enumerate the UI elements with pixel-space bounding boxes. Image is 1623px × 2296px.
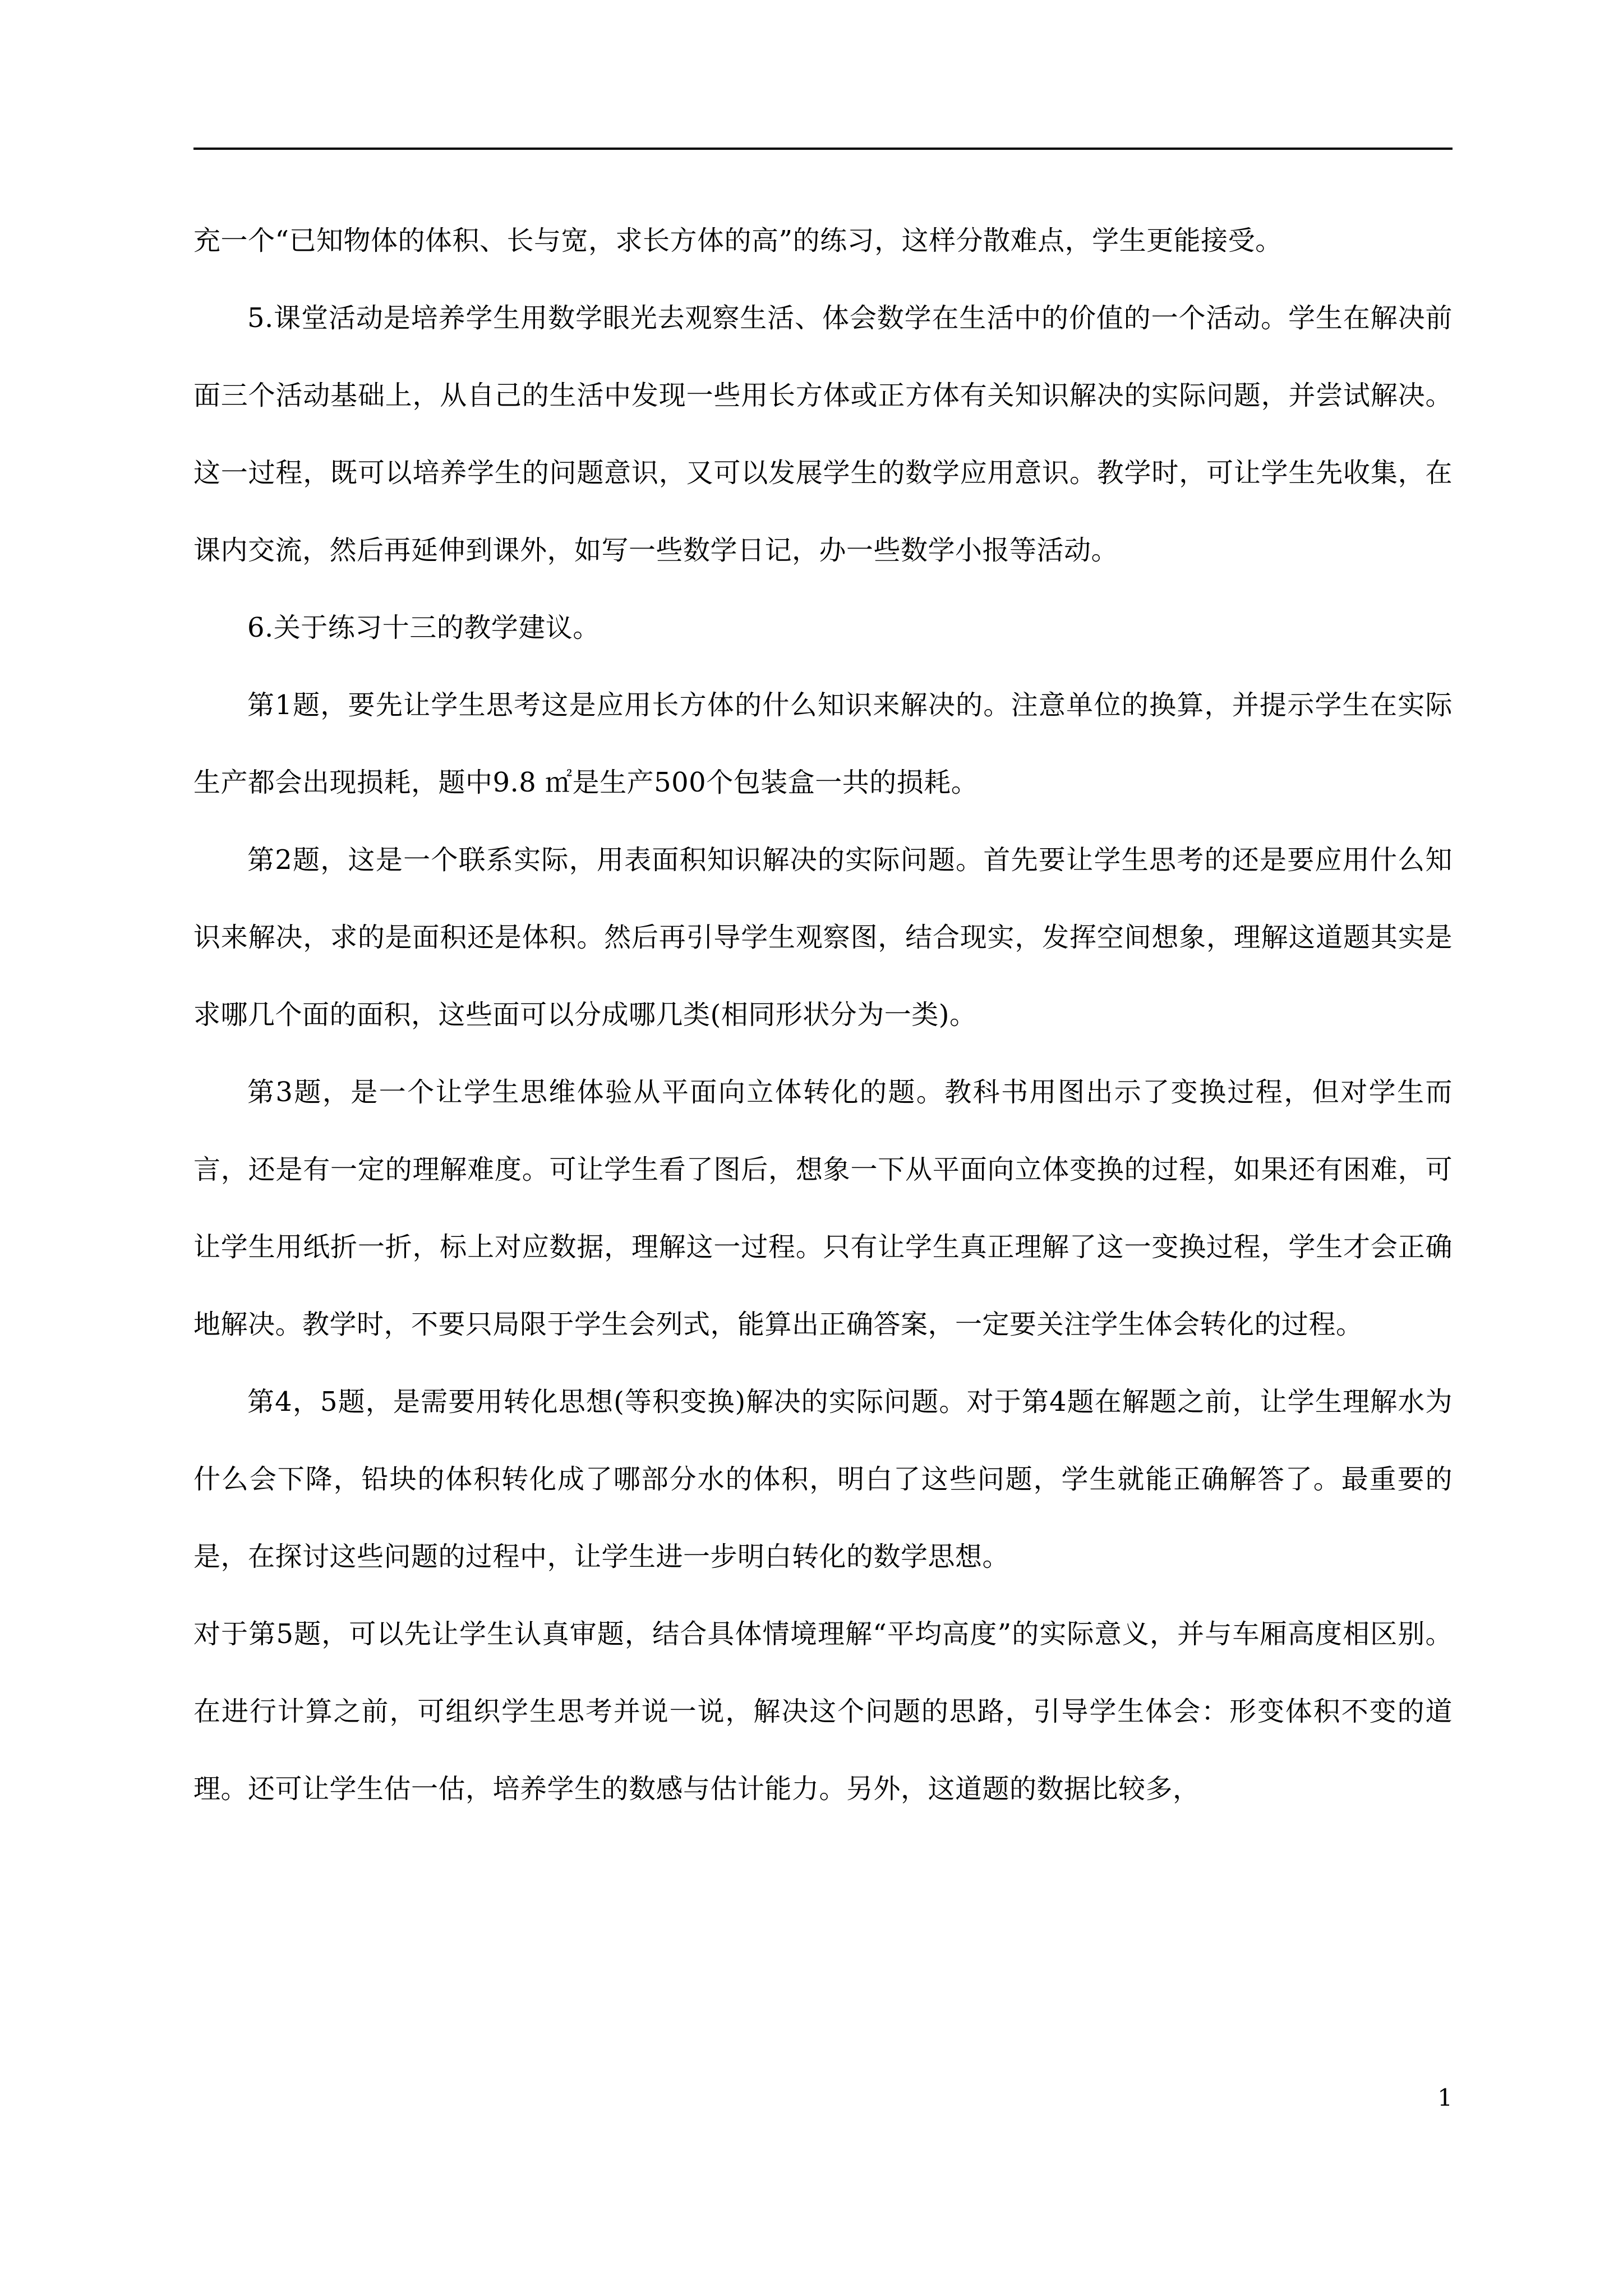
paragraph-item-5: 5.课堂活动是培养学生用数学眼光去观察生活、体会数学在生活中的价值的一个活动。学生在解决前面三个活动基础上，从自己的生活中发现一些用长方体或正方体有关知识解决的实际问题，并尝试解决。这一过程，既可以培养学生的问题意识，又可以发展学生的数学应用意识。教学时，可让学生先收集，在课内交流，然后再延伸到课外，如写一些数学日记，办一些数学小报等活动。 bbox=[193, 302, 1453, 566]
paragraph-item-6: 6.关于练习十三的教学建议。 bbox=[247, 612, 600, 643]
page-number: 1 bbox=[1437, 2084, 1453, 2111]
header-rule bbox=[193, 148, 1453, 150]
paragraph-continuation: 充一个“已知物体的体积、长与宽，求长方体的高”的练习，这样分散难点，学生更能接受。 bbox=[193, 225, 1283, 256]
paragraph-exercise-3: 第3题，是一个让学生思维体验从平面向立体转化的题。教科书用图出示了变换过程，但对学生而言，还是有一定的理解难度。可让学生看了图后，想象一下从平面向立体变换的过程，如果还有困难，可让学生用纸折一折，标上对应数据，理解这一过程。只有让学生真正理解了这一变换过程，学生才会正确地解决。教学时，不要只局限于学生会列式，能算出正确答案，一定要关注学生体会转化的过程。 bbox=[193, 1076, 1453, 1340]
paragraph-exercise-2: 第2题，这是一个联系实际，用表面积知识解决的实际问题。首先要让学生思考的还是要应用什么知识来解决，求的是面积还是体积。然后再引导学生观察图，结合现实，发挥空间想象，理解这道题其实是求哪几个面的面积，这些面可以分成哪几类(相同形状分为一类)。 bbox=[193, 844, 1453, 1030]
paragraph-exercise-5: 对于第5题，可以先让学生认真审题，结合具体情境理解“平均高度”的实际意义，并与车厢高度相区别。在进行计算之前，可组织学生思考并说一说，解决这个问题的思路，引导学生体会：形变体积不变的道理。还可让学生估一估，培养学生的数感与估计能力。另外，这道题的数据比较多， bbox=[193, 1618, 1453, 1805]
paragraph-exercise-4-5: 第4，5题，是需要用转化思想(等积变换)解决的实际问题。对于第4题在解题之前，让学生理解水为什么会下降，铅块的体积转化成了哪部分水的体积，明白了这些问题，学生就能正确解答了。最重要的是，在探讨这些问题的过程中，让学生进一步明白转化的数学思想。 bbox=[193, 1386, 1453, 1572]
paragraph-exercise-1: 第1题，要先让学生思考这是应用长方体的什么知识来解决的。注意单位的换算，并提示学生在实际生产都会出现损耗，题中9.8 ㎡是生产500个包装盒一共的损耗。 bbox=[193, 689, 1453, 798]
body-text bbox=[193, 202, 1453, 1828]
